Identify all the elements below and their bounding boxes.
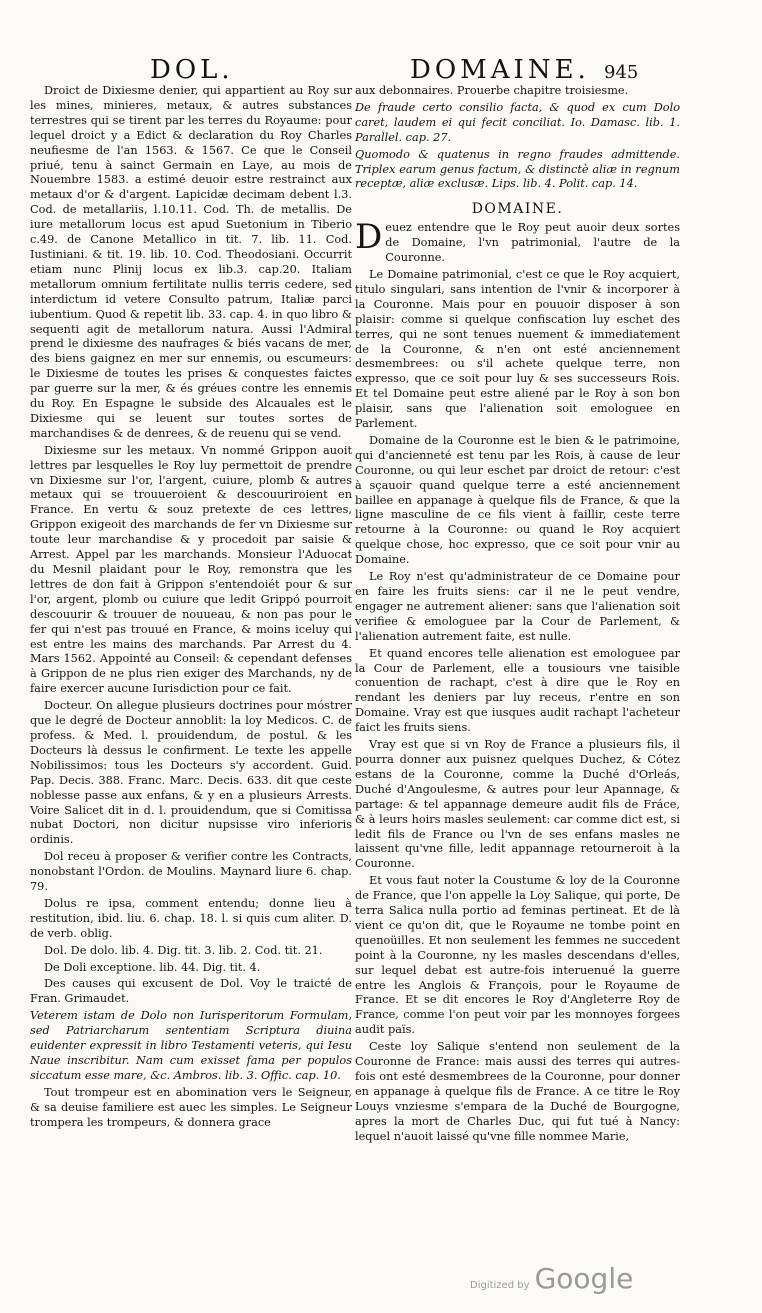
watermark-brand: Google xyxy=(534,1262,634,1295)
right-column xyxy=(355,84,680,1147)
paragraph-de-dolo: Dol. De dolo. lib. 4. Dig. tit. 3. lib. 2. Cod. tit. 21. xyxy=(44,943,323,957)
paragraph-domaine-patrimonial: Le Domaine patrimonial, c'est ce que le Roy acquiert, titulo singulari, sans intention de l'vnir & incorporer à la Couronne. Mais pour en pouuoir disposer à son plaisir: comme si quelque confiscation luy eschet des terres, qui ne sont tenues nuement & immediatement de la Couronne, & n'en ont esté anciennement desmembrees: ou s'il achete quelque terre, non expresso, que ce soit pour luy & ses successeurs Rois. Et tel Domaine peut estre aliené par le Roy à son bon plaisir, sans que l'alienation soit emologuee en Parlement. xyxy=(355,267,680,431)
left-column xyxy=(30,84,352,1133)
drop-cap: D xyxy=(355,217,383,258)
paragraph-deuez-entendre xyxy=(355,217,680,266)
paragraph-alienation-emologuee: Et quand encores telle alienation est emologuee par la Cour de Parlement, elle a tousiours vne taisible conuention de rachapt, c'est à dire que le Roy en rendant les deniers par luy receus, r'entre en son Domaine. Vray est que iusques audit rachapt l'acheteur faict les fruits siens. xyxy=(355,646,680,735)
paragraph-dol-receu: Dol receu à proposer & verifier contre les Contracts, nonobstant l'Ordon. de Moulins. Maynard liure 6. chap. 79. xyxy=(30,850,352,894)
section-heading-domaine: DOMAINE. xyxy=(471,201,564,218)
paragraph-loy-salique: Et vous faut noter la Coustume & loy de la Couronne de France, que l'on appelle la Loy Salique, qui porte, De terra Salica nulla portio ad feminas pertineat. Et de là vient ce qu'on dit, que le Royaume ne tombe point en quenoüilles. Et non seulement les femmes ne succedent point à la Couronne, ny les masles descendans d'elles, sur lequel debat est autre-fois interuenué la guerre entre les Anglois & François, pour le Royaume de France. Et se dit encores le Roy d'Angleterre Roy de France, comme l'on peut voir par les monnoyes forgees audit païs. xyxy=(355,874,680,1037)
paragraph-de-fraude: De fraude certo consilio facta, & quod ex cum Dolo caret, laudem ei qui fecit conciliat. Io. Damasc. lib. 1. Parallel. cap. 27. xyxy=(355,100,680,144)
paragraph-ceste-loy-salique: Ceste loy Salique s'entend non seulement de la Couronne de France: mais aussi des terres qui autres-fois ont esté desmembrees de la Couronne, pour donner en appanage à quelque fils de France. A ce titre le Roy Louys vnziesme s'empara de la Duché de Bourgogne, apres la mort de Charles Duc, qui fut tué à Nancy: lequel n'auoit laissé qu'vne fille nommee Marie, xyxy=(355,1040,680,1143)
paragraph-quomodo: Quomodo & quatenus in regno fraudes admittende. Triplex earum genus factum, & distinctè aliæ in regnum receptæ, aliæ exclusæ. Lips. lib. 4. Polit. cap. 14. xyxy=(355,147,680,191)
paragraph-dixiesme-metaux: Dixiesme sur les metaux. Vn nommé Grippon auoit lettres par lesquelles le Roy luy permettoit de prendre vn Dixiesme sur l'or, l'argent, cuiure, plomb & autres metaux qui se trouueroient & descouuriroient en France. En vertu & souz pretexte de ces lettres, Grippon exigeoit des marchands de fer vn Dixiesme sur toute leur marchandise & y procedoit par saisie & Arrest. Appel par les marchands. Monsieur l'Aduocat du Mesnil plaidant pour le Roy, remonstra que les lettres de don fait à Grippon s'entendoiét pour & sur l'or, argent, plomb ou cuiure que ledit Grippó pourroit descouurir & trouuer de nouueau, & non pas pour le fer qui n'est pas trouué en France, & moins iceluy qui est entre les mains des marchands. Par Arrest du 4. Mars 1562. Appointé au Conseil: & cependant defenses à Grippon de ne plus rien exiger des Marchands, ny de faire exercer aucune Iurisdiction pour ce fait. xyxy=(30,443,352,696)
paragraph-latin-veterem: Veterem istam de Dolo non Iurisperitorum Formulam, sed Patriarcharum sententiam Scriptura diuina euidenter expressit in libro Testamenti veteris, qui Iesu Naue inscribitur. Nam cum exisset fama per populos siccatum esse mare, &c. Ambros. lib. 3. Offic. cap. 10. xyxy=(30,1009,352,1082)
paragraph-debonnaires: aux debonnaires. Prouerbe chapitre troisiesme. xyxy=(355,84,629,97)
paragraph-roy-administrateur: Le Roy n'est qu'administrateur de ce Domaine pour en faire les fruits siens: car il ne le peut vendre, engager ne autrement aliener: sans que l'alienation soit verifiee & emologuee par la Cour de Parlement, & l'alienation autrement faite, est nulle. xyxy=(355,570,680,643)
paragraph-docteur: Docteur. On allegue plusieurs doctrines pour móstrer que le degré de Docteur annoblit: la loy Medicos. C. de profess. & Med. l. prouidendum, de postul. & les Docteurs là dessus le confirment. Le texte les appelle Nobilissimos: tous les Docteurs s'y accordent. Guid. Pap. Decis. 388. Franc. Marc. Decis. 633. dit que ceste noblesse passe aux enfans, & y en a plusieurs Arrests. Voire Salicet dit in d. l. prouidendum, que si Comitissa nubat Doctori, non dicitur nupsisse viro inferioris ordinis. xyxy=(30,699,352,847)
paragraph-appanage: Vray est que si vn Roy de France a plusieurs fils, il pourra donner aux puisnez quelques Duchez, & Cótez estans de la Couronne, comme la Duché d'Orleás, Duché d'Angoulesme, & autres pour leur Apannage, & partage: & tel appannage demeure audit fils de Fráce, & à leurs hoirs masles seulement: car comme dict est, si ledit fils de France ou l'vn de ses enfans masles ne laissent qu'vne fille, ledit appannage retourneroit à la Couronne. xyxy=(355,738,680,871)
watermark-prefix: Digitized by xyxy=(470,1280,530,1291)
paragraph-trompeur: Tout trompeur est en abomination vers le Seigneur, & sa deuise familiere est auec les simples. Le Seigneur trompera les trompeurs, & donnera grace xyxy=(30,1085,352,1129)
right-running-head: DOMAINE. xyxy=(410,55,590,85)
paragraph-causes-dol: Des causes qui excusent de Dol. Voy le traicté de Fran. Grimaudet. xyxy=(30,977,352,1006)
paragraph-dolus-re-ipsa: Dolus re ipsa, comment entendu; donne lieu à restitution, ibid. liu. 6. chap. 18. l. si quis cum aliter. D. de verb. oblig. xyxy=(30,896,352,940)
page-number: 945 xyxy=(604,62,639,83)
paragraph-deuez-text: euez entendre que le Roy peut auoir deux sortes de Domaine, l'vn patrimonial, l'autre de la Couronne. xyxy=(385,221,680,265)
digitized-by-google-watermark xyxy=(470,1262,633,1295)
paragraph-domaine-couronne: Domaine de la Couronne est le bien & le patrimoine, qui d'ancienneté est tenu par les Rois, à cause de leur Couronne, ou qui leur eschet par droict de retour: c'est à sçauoir quand quelque terre a esté anciennement baillee en appanage à quelque fils de France, & que la ligne masculine de ce fils vient à faillir, ceste terre retourne à la Couronne: ou quand le Roy acquiert quelque chose, hoc expresso, que ce soit pour vnir au Domaine. xyxy=(355,433,680,567)
left-running-head: DOL. xyxy=(150,55,234,85)
paragraph-dixiesme-denier: Droict de Dixiesme denier, qui appartient au Roy sur les mines, minieres, metaux, & autres substances terrestres qui se tirent par les terres du Royaume: pour lequel droict y a Edict & declaration du Roy Charles neufiesme de l'an 1563. & 1567. Ce que le Conseil priué, tenu à sainct Germain en Laye, au mois de Nouembre 1583. a estimé deuoir estre restrainct aux metaux d'or & d'argent. Lapicidæ decimam debent l.3. Cod. de metallariis, l.10.11. Cod. Th. de metallis. De iure metallorum locus est apud Suetonium in Tiberio c.49. de Canone Metallico in tit. 7. lib. 11. Cod. Iustiniani. & tit. 19. lib. 10. Cod. Theodosiani. Occurrit etiam nunc Plinij locus ex lib.3. cap.20. Italiam metallorum omnium fertilitate nullis terris cedere, sed interdictum id vetere Consulto patrum, Italiæ parci iubentium. Quod & repetit lib. 33. cap. 4. in quo libro & sequenti agit de metallorum natura. Aussi l'Admiral prend le dixiesme des naufrages & biés vacans de mer, des biens gaignez en mer sur ennemis, ou escumeurs: le Dixiesme de toutes les prises & conquestes faictes par guerre sur la mer, & és gréues contre les ennemis du Roy. En Espagne le subside des Alcauales est le Dixiesme qui se leuent sur toutes sortes de marchandises & de denrees, & de reuenu qui se vend. xyxy=(30,84,352,440)
paragraph-doli-exceptione: De Doli exceptione. lib. 44. Dig. tit. 4. xyxy=(44,960,261,974)
